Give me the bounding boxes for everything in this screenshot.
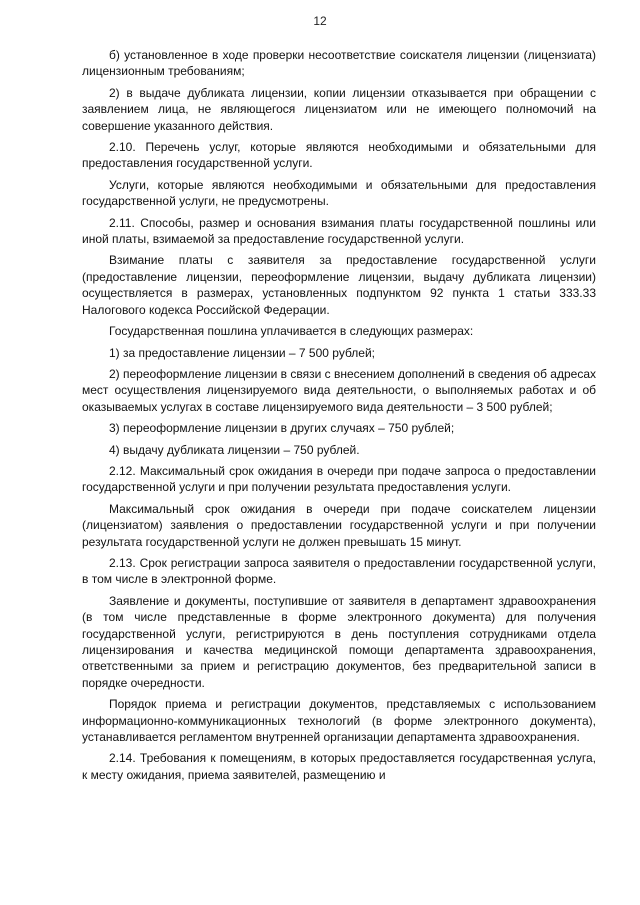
paragraph-fee-amounts-intro: Государственная пошлина уплачивается в следующих размерах:	[109, 324, 474, 339]
paragraph-refusal-duplicate: 2) в выдаче дубликата лицензии, копии лицензии отказывается при обращении с заявлением лица, не являющегося лицензиатом или не имеющего полномочий на совершение указанного действия.	[82, 85, 596, 133]
paragraph-fee-collection: Взимание платы с заявителя за предоставление государственной услуги (предоставление лицензии, переоформление лицензии, выдачу дубликата лицензии) осуществляется в размерах, установленных подпунктом 92 пункта 1 статьи 333.33 Налогового кодекса Российской Федерации.	[82, 253, 596, 317]
paragraph-fee-item-3: 3) переоформление лицензии в других случаях – 750 рублей;	[109, 421, 455, 436]
paragraph-fee-item-2: 2) переоформление лицензии в связи с внесением дополнений в сведения об адресах мест осуществления лицензируемого вида деятельности, о выполняемых работах и об оказываемых услугах в составе лицензируемого вида деятельности – 3 500 рублей;	[82, 366, 596, 414]
paragraph-section-2-13: 2.13. Срок регистрации запроса заявителя о предоставлении государственной услуги, в том числе в электронной форме.	[82, 555, 596, 587]
paragraph-fee-item-4: 4) выдачу дубликата лицензии – 750 рублей.	[109, 442, 360, 457]
paragraph-electronic-registration: Порядок приема и регистрации документов, представляемых с использованием информационно-коммуникационных технологий (в форме электронного документа), устанавливается регламентом внутренней организации департамента здравоохранения.	[82, 697, 596, 745]
document-body	[82, 47, 596, 788]
paragraph-services-not-provided: Услуги, которые являются необходимыми и обязательными для предоставления государственной услуги, не предусмотрены.	[82, 177, 596, 209]
paragraph-queue-time: Максимальный срок ожидания в очереди при подаче соискателем лицензии (лицензиатом) заявления о предоставлении государственной услуги и при получении результата государственной услуги не должен превышать 15 минут.	[82, 501, 596, 549]
paragraph-section-2-10: 2.10. Перечень услуг, которые являются необходимыми и обязательными для предоставления государственной услуги.	[82, 140, 596, 171]
paragraph-fee-item-1: 1) за предоставление лицензии – 7 500 рублей;	[109, 345, 375, 360]
paragraph-registration: Заявление и документы, поступившие от заявителя в департамент здравоохранения (в том числе представленные в форме электронного документа) для получения государственной услуги, регистрируются в день поступления сотрудниками отдела лицензирования и качества медицинской помощи департамента здравоохранения, ответственными за прием и регистрацию документов, без предварительной записи в порядке очередности.	[82, 593, 596, 690]
paragraph-section-2-14: 2.14. Требования к помещениям, в которых предоставляется государственная услуга, к месту ожидания, приема заявителей, размещению и	[82, 751, 596, 782]
paragraph-section-2-12: 2.12. Максимальный срок ожидания в очереди при подаче запроса о предоставлении государственной услуги и при получении результата предоставления услуги.	[82, 463, 596, 495]
paragraph-section-2-11: 2.11. Способы, размер и основания взимания платы государственной пошлины или иной платы, взимаемой за предоставление государственной услуги.	[82, 215, 596, 247]
page-number: 12	[313, 14, 327, 28]
paragraph-refusal-b: б) установленное в ходе проверки несоответствие соискателя лицензии (лицензиата) лицензионным требованиям;	[82, 48, 596, 79]
